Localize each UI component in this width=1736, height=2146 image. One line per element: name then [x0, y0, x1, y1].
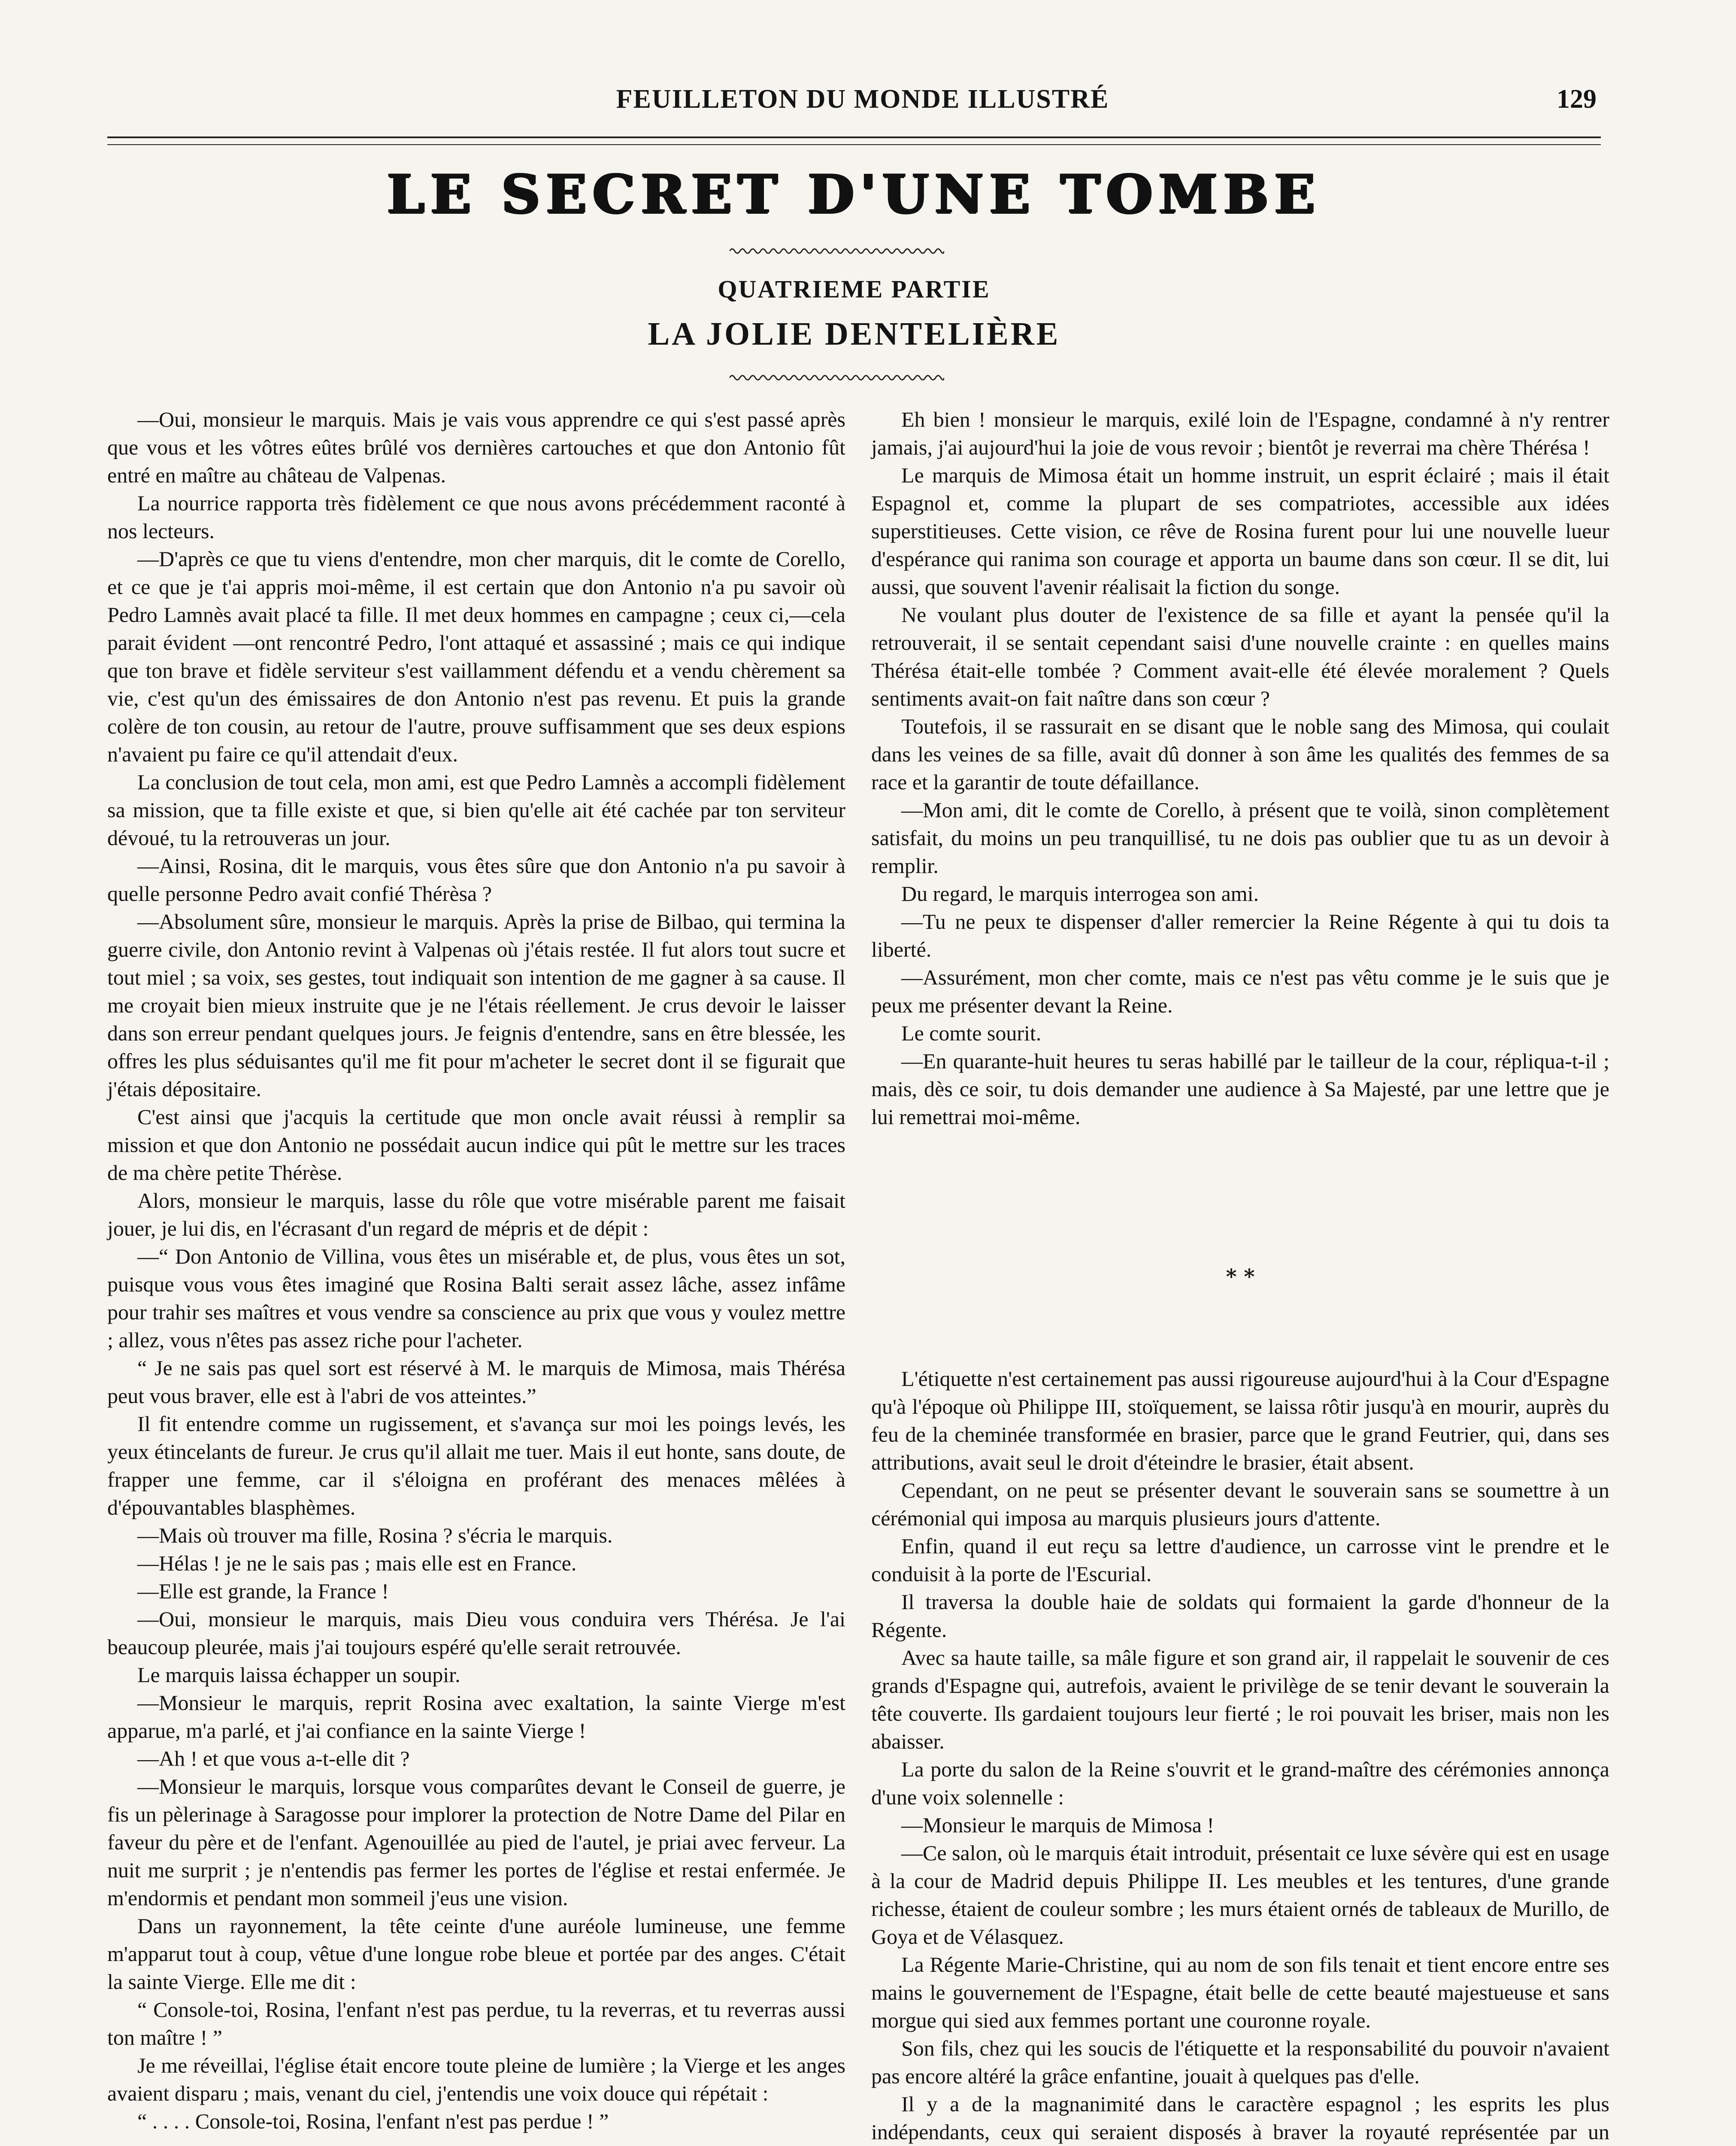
right-column-top	[871, 406, 1609, 1131]
paragraph: —Mon ami, dit le comte de Corello, à présent que te voilà, sinon complètement satisfait, du moins un peu tranquillisé, tu ne dois pas oublier que tu as un devoir à remplir.	[871, 798, 1609, 878]
paragraph: —Monsieur le marquis, lorsque vous comparûtes devant le Conseil de guerre, je fis un pèlerinage à Saragosse pour implorer la protection de Notre Dame del Pilar en faveur du père et de l'enfant. Agenouillée au pied de l'autel, je priai avec ferveur. La nuit me surprit ; je n'entendis pas fermer les portes de l'église et restai enfermée. Je m'endormis et pendant mon sommeil j'eus une vision.	[107, 1774, 845, 1910]
right-column-bottom	[871, 1365, 1609, 2146]
paragraph: C'est ainsi que j'acquis la certitude que mon oncle avait réussi à remplir sa mission et que don Antonio ne possédait aucun indice qui pût le mettre sur les traces de ma chère petite Thérèse.	[107, 1105, 845, 1185]
paragraph: —Mais où trouver ma fille, Rosina ? s'écria le marquis.	[137, 1523, 613, 1547]
paragraph: —En quarante-huit heures tu seras habillé par le tailleur de la cour, répliqua-t-il ; mais, dès ce soir, tu dois demander une audience à Sa Majesté, par une lettre que je lui remettrai moi-même.	[871, 1049, 1609, 1129]
paragraph: Il traversa la double haie de soldats qui formaient la garde d'honneur de la Régente.	[871, 1590, 1609, 1642]
paragraph: Le marquis laissa échapper un soupir.	[137, 1663, 461, 1687]
paragraph: L'étiquette n'est certainement pas aussi rigoureuse aujourd'hui à la Cour d'Espagne qu'à l'époque où Philippe III, stoïquement, se laissa rôtir jusqu'à en mourir, auprès du feu de la cheminée transformée en brasier, parce que le grand Feutrier, qui, dans ses attributions, avait seul le droit d'éteindre le brasier, était absent.	[871, 1367, 1609, 1474]
part-label: QUATRIEME PARTIE	[718, 275, 991, 303]
paragraph: —Oui, monsieur le marquis. Mais je vais vous apprendre ce qui s'est passé après que vous et les vôtres eûtes brûlé vos dernières cartouches et que don Antonio fût entré en maître au château de Valpenas.	[107, 407, 845, 487]
paragraph: —Tu ne peux te dispenser d'aller remercier la Reine Régente à qui tu dois ta liberté.	[871, 909, 1609, 961]
paragraph: —Hélas ! je ne le sais pas ; mais elle est en France.	[137, 1551, 577, 1575]
paragraph: —“ Don Antonio de Villina, vous êtes un misérable et, de plus, vous êtes un sot, puisque vous vous êtes imaginé que Rosina Balti serait assez lâche, assez infâme pour trahir ses maîtres et vous vendre sa conscience au prix que vous y voulez mettre ; allez, vous n'êtes pas assez riche pour l'acheter.	[107, 1244, 845, 1352]
part-title: LA JOLIE DENTELIÈRE	[648, 316, 1060, 352]
paragraph: Avec sa haute taille, sa mâle figure et son grand air, il rappelait le souvenir de ces grands d'Espagne qui, autrefois, avaient le privilège de se tenir devant le souverain la tête couverte. Ils gardaient toujours leur fierté ; le roi pouvait les briser, mais non les abaisser.	[871, 1646, 1609, 1753]
paragraph: —Absolument sûre, monsieur le marquis. Après la prise de Bilbao, qui termina la guerre civile, don Antonio revint à Valpenas où j'étais restée. Il fut alors tout sucre et tout miel ; sa voix, ses gestes, tout indiquait son intention de me gagner à sa cause. Il me croyait bien mieux instruite que je ne l'étais réellement. Je crus devoir le laisser dans son erreur pendant quelques jours. Je feignis d'entendre, sans en être blessée, les offres les plus séduisantes qu'il me fit pour m'acheter le secret dont il se figurait que j'étais dépositaire.	[107, 909, 845, 1101]
paragraph: Enfin, quand il eut reçu sa lettre d'audience, un carrosse vint le prendre et le conduisit à la porte de l'Escurial.	[871, 1534, 1609, 1586]
paragraph: “ . . . . Console-toi, Rosina, l'enfant n'est pas perdue ! ”	[137, 2109, 609, 2133]
paragraph: —Elle est grande, la France !	[137, 1579, 389, 1603]
paragraph: Le marquis de Mimosa était un homme instruit, un esprit éclairé ; mais il était Espagnol et, comme la plupart de ses compatriotes, accessible aux idées superstitieuses. Cette vision, ce rêve de Rosina furent pour lui une nouvelle lueur d'espérance qui ranima son courage et apporta un baume dans son cœur. Il se dit, lui aussi, que souvent l'avenir réalisait la fiction du songe.	[871, 463, 1609, 599]
paragraph: —D'après ce que tu viens d'entendre, mon cher marquis, dit le comte de Corello, et ce que je t'ai appris moi-même, il est certain que don Antonio n'a pu savoir où Pedro Lamnès avait placé ta fille. Il met deux hommes en campagne ; ceux ci,—cela parait évident —ont rencontré Pedro, l'ont attaqué et assassiné ; mais ce qui indique que ton brave et fidèle serviteur s'est vaillamment défendu et a vendu chèrement sa vie, c'est qu'un des émissaires de don Antonio n'est pas revenu. Et puis la grande colère de ton cousin, au retour de l'autre, prouve suffisamment que ses deux espions n'avaient pu faire ce qu'il attendait d'eux.	[107, 547, 845, 766]
paragraph: Du regard, le marquis interrogea son ami.	[901, 882, 1259, 906]
header-rule	[107, 136, 1601, 145]
paragraph: La conclusion de tout cela, mon ami, est que Pedro Lamnès a accompli fidèlement sa mission, que ta fille existe et que, si bien qu'elle ait été cachée par ton serviteur dévoué, tu la retrouveras un jour.	[107, 770, 845, 850]
paragraph: Eh bien ! monsieur le marquis, exilé loin de l'Espagne, condamné à n'y rentrer jamais, j'ai aujourd'hui la joie de vous revoir ; bientôt je reverrai ma chère Thérésa !	[871, 407, 1609, 459]
paragraph: Je me réveillai, l'église était encore toute pleine de lumière ; la Vierge et les anges avaient disparu ; mais, venant du ciel, j'entendis une voix douce qui répétait :	[107, 2053, 845, 2105]
running-head: FEUILLETON DU MONDE ILLUSTRÉ	[616, 85, 1109, 114]
serial-title: LE SECRET D'UNE TOMBE	[387, 163, 1321, 225]
paragraph: Alors, monsieur le marquis, lasse du rôle que votre misérable parent me faisait jouer, je lui dis, en l'écrasant d'un regard de mépris et de dépit :	[107, 1188, 845, 1240]
paragraph: Le comte sourit.	[901, 1021, 1042, 1045]
paragraph: Dans un rayonnement, la tête ceinte d'une auréole lumineuse, une femme m'apparut tout à coup, vêtue d'une longue robe bleue et portée par des anges. C'était la sainte Vierge. Elle me dit :	[107, 1914, 845, 1994]
paragraph: Toutefois, il se rassurait en se disant que le noble sang des Mimosa, qui coulait dans les veines de sa fille, avait dû donner à son âme les qualités des femmes de sa race et la garantir de toute défaillance.	[871, 714, 1609, 794]
paragraph: —Ah ! et que vous a-t-elle dit ?	[137, 1746, 410, 1770]
paragraph: La porte du salon de la Reine s'ouvrit et le grand-maître des cérémonies annonça d'une voix solennelle :	[871, 1757, 1609, 1809]
paragraph: “ Je ne sais pas quel sort est réservé à M. le marquis de Mimosa, mais Thérésa peut vous braver, elle est à l'abri de vos atteintes.”	[107, 1356, 845, 1408]
ornamental-rule-bottom	[730, 371, 944, 384]
section-break-asterism: * *	[1226, 1265, 1255, 1289]
paragraph: La nourrice rapporta très fidèlement ce que nous avons précédemment raconté à nos lecteurs.	[107, 491, 845, 543]
paragraph: —Ce salon, où le marquis était introduit, présentait ce luxe sévère qui est en usage à la cour de Madrid depuis Philippe II. Les meubles et les tentures, d'une grande richesse, étaient de couleur sombre ; les murs étaient ornés de tableaux de Murillo, de Goya et de Vélasquez.	[871, 1841, 1609, 1949]
left-column	[107, 406, 845, 2135]
ornamental-rule-top	[730, 245, 944, 258]
paragraph: Son fils, chez qui les soucis de l'étiquette et la responsabilité du pouvoir n'avaient pas encore altéré la grâce enfantine, jouait à quelques pas d'elle.	[871, 2036, 1609, 2088]
page-number: 129	[1557, 85, 1597, 114]
paragraph: Cependant, on ne peut se présenter devant le souverain sans se soumettre à un cérémonial qui imposa au marquis plusieurs jours d'attente.	[871, 1478, 1609, 1530]
paragraph: “ Console-toi, Rosina, l'enfant n'est pas perdue, tu la reverras, et tu reverras aussi ton maître ! ”	[107, 1997, 845, 2049]
paragraph: Il fit entendre comme un rugissement, et s'avança sur moi les poings levés, les yeux étincelants de fureur. Je crus qu'il allait me tuer. Mais il eut honte, sans doute, de frapper une femme, car il s'éloigna en proférant des menaces mêlées à d'épouvantables blasphèmes.	[107, 1412, 845, 1519]
paragraph: —Monsieur le marquis de Mimosa !	[901, 1813, 1215, 1837]
paragraph: —Assurément, mon cher comte, mais ce n'est pas vêtu comme je le suis que je peux me présenter devant la Reine.	[871, 965, 1609, 1017]
paragraph: —Ainsi, Rosina, dit le marquis, vous êtes sûre que don Antonio n'a pu savoir à quelle personne Pedro avait confié Thérèsa ?	[107, 854, 845, 906]
paragraph: —Monsieur le marquis, reprit Rosina avec exaltation, la sainte Vierge m'est apparue, m'a parlé, et j'ai confiance en la sainte Vierge !	[107, 1691, 845, 1743]
paragraph: La Régente Marie-Christine, qui au nom de son fils tenait et tient encore entre ses mains le gouvernement de l'Espagne, était belle de cette beauté majestueuse et sans morgue qui sied aux femmes portant une couronne royale.	[871, 1952, 1609, 2032]
paragraph: —Oui, monsieur le marquis, mais Dieu vous conduira vers Thérésa. Je l'ai beaucoup pleurée, mais j'ai toujours espéré qu'elle serait retrouvée.	[107, 1607, 845, 1659]
paragraph: Il y a de la magnanimité dans le caractère espagnol ; les esprits les plus indépendants, ceux qui seraient disposés à braver la royauté représentée par un	[871, 2092, 1609, 2144]
paragraph: Ne voulant plus douter de l'existence de sa fille et ayant la pensée qu'il la retrouverait, il se sentait cependant saisi d'une nouvelle crainte : en quelles mains Thérésa était-elle tombée ? Comment avait-elle été élevée moralement ? Quels sentiments avait-on fait naître dans son cœur ?	[871, 603, 1609, 710]
